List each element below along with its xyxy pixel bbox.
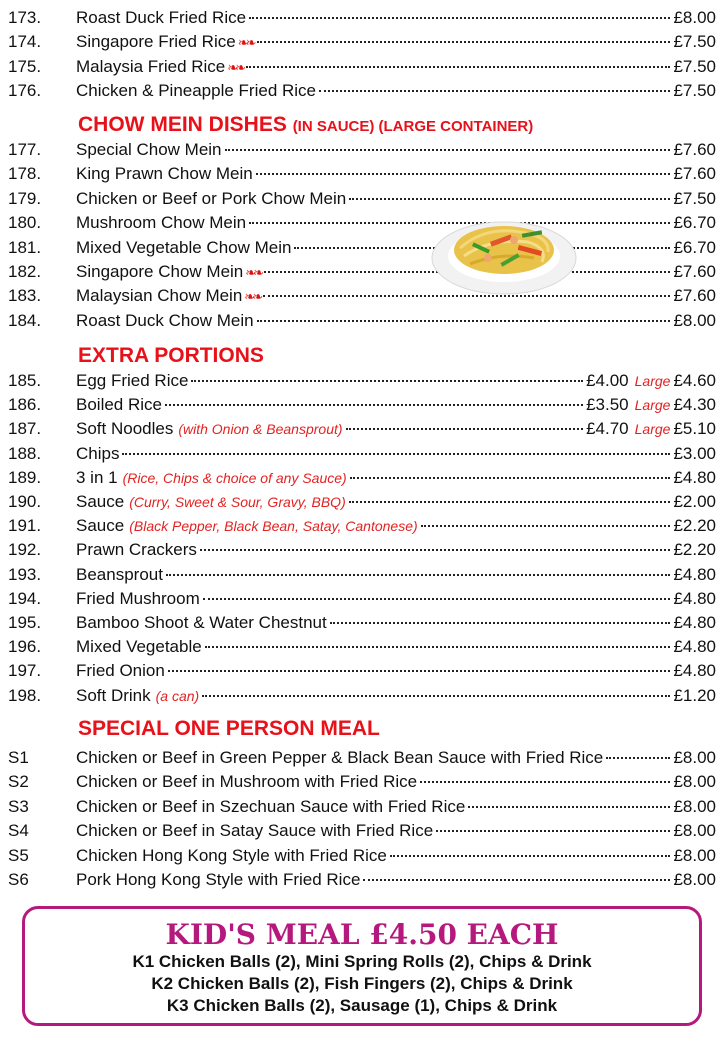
- dot-leader: [468, 806, 670, 808]
- menu-item: [0, 138, 728, 162]
- dot-leader: [330, 622, 671, 624]
- menu-item: [0, 611, 728, 635]
- item-body: [76, 393, 716, 417]
- item-number: S6: [8, 870, 29, 889]
- dot-leader: [349, 501, 671, 503]
- item-name: Chicken or Beef in Szechuan Sauce with Fried Rice: [76, 796, 466, 816]
- item-price: £7.50: [673, 188, 716, 208]
- item-price: £8.00: [673, 772, 716, 792]
- kids-meal-line: K3 Chicken Balls (2), Sausage (1), Chips & Drink: [166, 996, 558, 1015]
- item-price: £8.00: [673, 8, 716, 27]
- item-body: [76, 770, 716, 794]
- item-price: £7.60: [673, 286, 716, 306]
- dot-leader: [202, 695, 670, 697]
- menu-item: [0, 770, 728, 794]
- menu-item: [0, 538, 728, 562]
- item-number: 187.: [8, 419, 42, 439]
- item-body: [76, 260, 716, 285]
- large-price: £4.30: [673, 395, 716, 415]
- dot-leader: [246, 66, 670, 68]
- dot-leader: [200, 549, 671, 551]
- item-note: (Black Pepper, Black Bean, Satay, Cantonese): [129, 518, 418, 535]
- large-label: Large: [634, 373, 671, 389]
- item-body: [76, 819, 716, 843]
- item-body: [76, 611, 716, 635]
- item-name: Chicken or Beef in Green Pepper & Black Bean Sauce with Fried Rice: [76, 748, 604, 767]
- item-name: Sauce: [76, 492, 125, 511]
- item-number: 182.: [8, 262, 42, 281]
- special-meal-title: SPECIAL ONE PERSON MEAL: [78, 717, 380, 740]
- large-label: Large: [634, 397, 671, 414]
- item-price: £8.00: [673, 796, 716, 816]
- item-note: (Curry, Sweet & Sour, Gravy, BBQ): [129, 494, 346, 510]
- item-body: [76, 369, 716, 393]
- item-price: £8.00: [673, 845, 716, 865]
- item-name: Mixed Vegetable Chow Mein: [76, 237, 292, 257]
- item-price: £2.00: [673, 492, 716, 511]
- menu-item: [0, 211, 728, 235]
- item-name: Soft Drink: [76, 685, 151, 705]
- dot-leader: [256, 173, 671, 175]
- menu-item: [0, 79, 728, 103]
- item-body: [76, 162, 716, 186]
- kids-meal-line: K2 Chicken Balls (2), Fish Fingers (2), Chips & Drink: [151, 974, 573, 993]
- item-name: Singapore Chow Mein: [76, 262, 244, 281]
- item-name: Egg Fried Rice: [76, 371, 189, 390]
- item-number: 183.: [8, 286, 42, 306]
- item-note: (a can): [155, 687, 200, 704]
- item-name: Chicken Hong Kong Style with Fried Rice: [76, 845, 387, 865]
- item-price: £7.50: [673, 56, 716, 76]
- item-number: 193.: [8, 564, 42, 584]
- item-price: £7.50: [673, 32, 716, 52]
- item-price: £6.70: [673, 237, 716, 257]
- item-name: Chicken or Beef in Mushroom with Fried Rice: [76, 772, 418, 792]
- item-price: £6.70: [673, 213, 716, 233]
- kids-meal-box: [22, 906, 702, 1026]
- item-body: [76, 55, 716, 80]
- extra-portions-title: EXTRA PORTIONS: [78, 344, 264, 367]
- noodle-dish-image: [430, 208, 578, 298]
- item-body: [76, 868, 716, 892]
- item-name: Singapore Fried Rice: [76, 32, 236, 52]
- item-body: [76, 684, 716, 708]
- dot-leader: [165, 404, 583, 406]
- item-name: Beansprout: [76, 564, 163, 584]
- item-price: £8.00: [673, 870, 716, 889]
- item-price: £4.70: [586, 419, 629, 439]
- item-name: Malaysian Chow Mein: [76, 286, 243, 306]
- item-number: 197.: [8, 661, 42, 681]
- dot-leader: [363, 879, 670, 881]
- item-body: [76, 236, 716, 260]
- item-number: 190.: [8, 492, 42, 511]
- item-name: Chicken or Beef or Pork Chow Mein: [76, 188, 347, 208]
- item-number: 196.: [8, 637, 42, 657]
- menu-item: [0, 746, 728, 770]
- item-price: £8.00: [673, 821, 716, 841]
- item-number: S1: [8, 748, 29, 767]
- kids-meal-line: K1 Chicken Balls (2), Mini Spring Rolls (2), Chips & Drink: [132, 952, 592, 971]
- item-note: (with Onion & Beansprout): [178, 421, 343, 438]
- item-number: 188.: [8, 443, 42, 463]
- item-name: Malaysia Fried Rice: [76, 56, 226, 76]
- item-body: [76, 659, 716, 683]
- dot-leader: [249, 17, 670, 19]
- item-body: [76, 442, 716, 466]
- item-body: [76, 514, 716, 538]
- extra-portions-heading: [78, 341, 264, 371]
- menu-item: [0, 844, 728, 868]
- item-price: £7.60: [673, 164, 716, 184]
- item-body: [76, 417, 716, 441]
- chow-mein-subtitle: (IN SAUCE) (LARGE CONTAINER): [292, 118, 534, 135]
- item-name: Roast Duck Chow Mein: [76, 310, 254, 330]
- menu-item: [0, 369, 728, 393]
- dot-leader: [257, 320, 671, 322]
- item-price: £3.50: [586, 395, 629, 415]
- item-name: Chicken & Pineapple Fried Rice: [76, 81, 317, 101]
- item-body: [76, 211, 716, 235]
- menu-item: [0, 417, 728, 441]
- item-body: [76, 138, 716, 162]
- item-price: £4.80: [673, 564, 716, 584]
- item-number: 184.: [8, 310, 42, 330]
- dot-leader: [203, 598, 671, 600]
- item-body: [76, 563, 716, 587]
- item-body: [76, 6, 716, 30]
- dot-leader: [191, 380, 583, 382]
- dot-leader: [205, 646, 671, 648]
- dot-leader: [390, 855, 671, 857]
- item-name: Roast Duck Fried Rice: [76, 8, 247, 27]
- menu-item: [0, 684, 728, 708]
- item-name: Pork Hong Kong Style with Fried Rice: [76, 870, 361, 889]
- menu-item: [0, 55, 728, 79]
- chili-pepper-icon: ❧❧: [237, 35, 254, 51]
- item-body: [76, 284, 716, 309]
- chili-pepper-icon: ❧❧: [244, 289, 261, 305]
- menu-item: [0, 162, 728, 186]
- dot-leader: [346, 428, 584, 430]
- menu-item: [0, 563, 728, 587]
- item-body: [76, 79, 716, 103]
- item-body: [76, 635, 716, 659]
- dot-leader: [421, 525, 671, 527]
- item-name: Soft Noodles: [76, 419, 174, 439]
- item-number: 177.: [8, 140, 42, 159]
- dot-leader: [436, 830, 670, 832]
- item-name: Fried Onion: [76, 661, 165, 681]
- menu-item: [0, 442, 728, 466]
- chow-mein-title: CHOW MEIN DISHES: [78, 113, 287, 136]
- dot-leader: [350, 477, 671, 479]
- item-price: £8.00: [673, 310, 716, 330]
- item-number: S2: [8, 772, 29, 792]
- menu-item: [0, 490, 728, 514]
- chow-mein-heading: [78, 110, 533, 140]
- item-price: £7.50: [673, 81, 716, 101]
- item-number: 192.: [8, 540, 42, 560]
- item-price: £8.00: [673, 748, 716, 767]
- item-name: Special Chow Mein: [76, 140, 222, 159]
- item-price: £4.80: [673, 467, 716, 487]
- item-number: S3: [8, 796, 29, 816]
- chili-pepper-icon: ❧❧: [227, 59, 244, 75]
- menu-item: [0, 466, 728, 490]
- dot-leader: [349, 198, 670, 200]
- item-number: 176.: [8, 81, 42, 101]
- item-name: 3 in 1: [76, 467, 118, 487]
- special-meal-heading: [78, 714, 380, 744]
- item-name: Boiled Rice: [76, 395, 162, 415]
- item-price: £7.60: [673, 262, 716, 281]
- item-body: [76, 309, 716, 333]
- item-number: 175.: [8, 56, 42, 76]
- dot-leader: [606, 757, 670, 759]
- item-body: [76, 746, 716, 770]
- menu-item: [0, 393, 728, 417]
- chili-pepper-icon: ❧❧: [245, 265, 262, 280]
- menu-item: [0, 30, 728, 54]
- item-number: 195.: [8, 613, 42, 632]
- item-name: Fried Mushroom: [76, 588, 200, 608]
- item-name: Chips: [76, 443, 120, 463]
- item-price: £4.80: [673, 661, 716, 681]
- item-body: [76, 538, 716, 562]
- item-body: [76, 844, 716, 868]
- dot-leader: [420, 781, 670, 783]
- kids-meal-title: KID'S MEAL £4.50 EACH: [165, 918, 559, 951]
- item-name: King Prawn Chow Mein: [76, 164, 253, 184]
- large-label: Large: [634, 421, 671, 438]
- dot-leader: [166, 574, 671, 576]
- menu-item: [0, 309, 728, 333]
- item-price: £4.00: [586, 371, 629, 390]
- menu-item: [0, 187, 728, 211]
- item-body: [76, 795, 716, 819]
- menu-item: [0, 635, 728, 659]
- item-number: 179.: [8, 188, 42, 208]
- item-price: £1.20: [673, 685, 716, 705]
- large-price: £5.10: [673, 419, 716, 439]
- item-number: S5: [8, 845, 29, 865]
- menu-item: [0, 6, 728, 30]
- menu-item: [0, 819, 728, 843]
- item-price: £4.80: [673, 613, 716, 632]
- item-body: [76, 587, 716, 611]
- dot-leader: [257, 41, 671, 43]
- item-price: £4.80: [673, 637, 716, 657]
- item-name: Bamboo Shoot & Water Chestnut: [76, 613, 327, 632]
- menu-item: [0, 260, 728, 284]
- item-name: Chicken or Beef in Satay Sauce with Fried Rice: [76, 821, 434, 841]
- item-name: Mixed Vegetable: [76, 637, 202, 657]
- item-number: 180.: [8, 213, 42, 233]
- item-name: Prawn Crackers: [76, 540, 197, 560]
- dot-leader: [319, 90, 670, 92]
- item-number: 189.: [8, 467, 42, 487]
- item-body: [76, 490, 716, 514]
- menu-item: [0, 284, 728, 308]
- item-name: Mushroom Chow Mein: [76, 213, 247, 233]
- item-price: £2.20: [673, 540, 716, 560]
- menu-item: [0, 514, 728, 538]
- item-number: 185.: [8, 371, 42, 390]
- dot-leader: [168, 670, 671, 672]
- large-price: £4.60: [673, 371, 716, 390]
- menu-item: [0, 236, 728, 260]
- menu-item: [0, 659, 728, 683]
- item-price: £7.60: [673, 140, 716, 159]
- item-number: S4: [8, 821, 29, 841]
- item-name: Sauce: [76, 516, 125, 536]
- item-price: £2.20: [673, 516, 716, 536]
- menu-item: [0, 795, 728, 819]
- item-price: £4.80: [673, 588, 716, 608]
- item-price: £3.00: [673, 443, 716, 463]
- item-number: 191.: [8, 516, 42, 536]
- item-number: 178.: [8, 164, 42, 184]
- item-body: [76, 30, 716, 55]
- item-number: 194.: [8, 588, 42, 608]
- item-number: 186.: [8, 395, 42, 415]
- item-number: 173.: [8, 8, 42, 27]
- item-note: (Rice, Chips & choice of any Sauce): [122, 469, 347, 486]
- item-number: 181.: [8, 237, 42, 257]
- item-number: 198.: [8, 685, 42, 705]
- menu-item: [0, 587, 728, 611]
- item-number: 174.: [8, 32, 42, 52]
- menu-item: [0, 868, 728, 892]
- dot-leader: [122, 453, 670, 455]
- item-body: [76, 466, 716, 490]
- item-body: [76, 187, 716, 211]
- dot-leader: [225, 149, 671, 151]
